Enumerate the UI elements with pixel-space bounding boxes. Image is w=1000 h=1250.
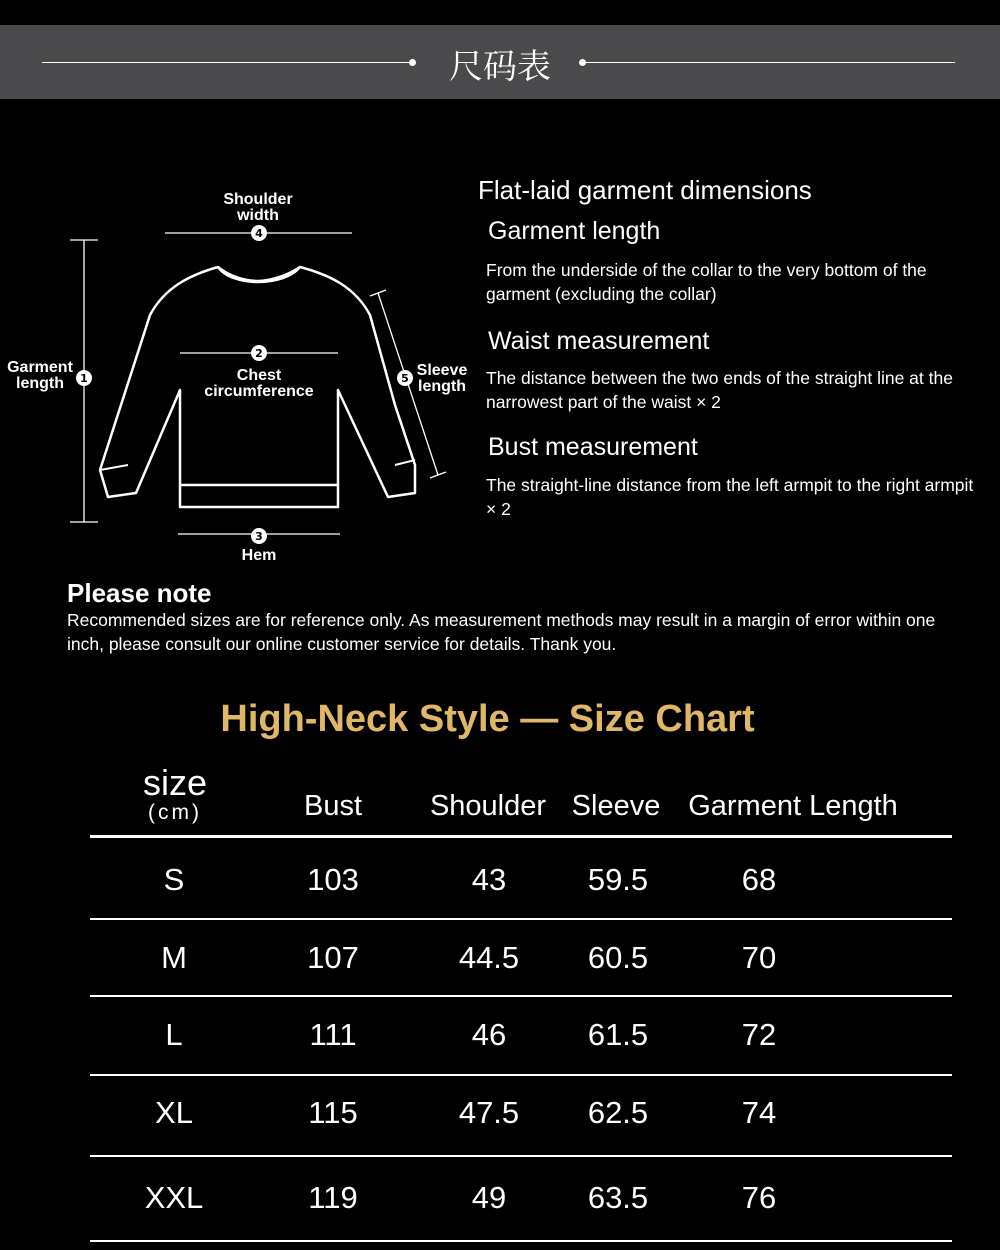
column-header-sleeve: Sleeve	[571, 790, 661, 822]
header-right-rule	[585, 62, 955, 63]
table-cell-bust: 119	[308, 1180, 358, 1215]
table-cell-bust: 107	[307, 940, 359, 975]
table-cell-length: 72	[741, 1017, 777, 1052]
table-cell-sleeve: 60.5	[587, 940, 649, 975]
marker-5: 5	[401, 372, 409, 385]
table-cell-sleeve: 62.5	[587, 1095, 649, 1130]
table-cell-length: 68	[741, 862, 777, 897]
table-cell-length: 76	[741, 1180, 777, 1215]
marker-2: 2	[255, 347, 263, 360]
table-cell-sleeve: 59.5	[587, 862, 649, 897]
marker-1: 1	[80, 372, 88, 385]
size-column-header	[135, 764, 215, 824]
row-divider	[90, 995, 952, 997]
header-left-dot	[409, 59, 416, 66]
table-cell-size: L	[165, 1017, 183, 1052]
size-unit-label: (cm)	[148, 801, 202, 824]
table-cell-bust: 103	[307, 862, 359, 897]
note-text: Recommended sizes are for reference only. As measurement methods may result in a margin of error within one inch, please consult our online customer service for details. Thank you.	[67, 610, 936, 654]
table-cell-size: XL	[155, 1095, 193, 1130]
table-cell-bust: 111	[309, 1017, 357, 1052]
row-divider	[90, 1240, 952, 1242]
section-text-bust: The straight-line distance from the left armpit to the right armpit × 2	[486, 475, 974, 519]
row-divider	[90, 918, 952, 920]
header-banner	[0, 25, 1000, 99]
marker-4: 4	[255, 227, 263, 240]
table-cell-sleeve: 61.5	[587, 1017, 649, 1052]
row-divider	[90, 1155, 952, 1157]
garment-diagram	[0, 175, 475, 575]
header-left-rule	[42, 62, 412, 63]
section-text-waist: The distance between the two ends of the straight line at the narrowest part of the waist × 2	[486, 368, 953, 412]
table-cell-size: S	[163, 862, 185, 897]
size-chart-title: High-Neck Style — Size Chart	[220, 698, 755, 740]
sleeve-length-label: Sleeve length	[416, 362, 468, 395]
table-cell-size: XXL	[144, 1180, 204, 1215]
table-cell-shoulder: 43	[471, 862, 507, 897]
table-cell-bust: 115	[308, 1095, 358, 1130]
table-cell-shoulder: 44.5	[458, 940, 520, 975]
column-header-garment-length: Garment Length	[688, 790, 898, 822]
column-header-bust: Bust	[303, 790, 363, 822]
table-cell-shoulder: 47.5	[458, 1095, 520, 1130]
table-cell-size: M	[161, 940, 187, 975]
page-title: 尺码表	[449, 47, 551, 87]
row-divider	[90, 1074, 952, 1076]
table-cell-shoulder: 49	[471, 1180, 507, 1215]
section-title-waist: Waist measurement	[488, 327, 710, 355]
note-title: Please note	[67, 578, 212, 608]
size-header-label: size	[142, 762, 208, 803]
table-header-rule	[90, 835, 952, 838]
table-cell-shoulder: 46	[471, 1017, 507, 1052]
section-title-garment-length: Garment length	[488, 217, 661, 245]
table-cell-length: 74	[741, 1095, 777, 1130]
marker-3: 3	[255, 530, 263, 543]
table-cell-sleeve: 63.5	[587, 1180, 649, 1215]
column-header-shoulder: Shoulder	[429, 790, 547, 822]
section-text-garment-length: From the underside of the collar to the very bottom of the garment (excluding the collar)	[486, 260, 927, 304]
section-title-bust: Bust measurement	[488, 433, 698, 461]
table-cell-length: 70	[741, 940, 777, 975]
info-heading: Flat-laid garment dimensions	[478, 175, 812, 205]
shoulder-width-label: Shoulder width	[223, 191, 293, 224]
chest-circumference-label: Chest circumference	[204, 367, 314, 400]
garment-length-label: Garment length	[7, 359, 73, 392]
hem-label: Hem	[241, 547, 277, 564]
